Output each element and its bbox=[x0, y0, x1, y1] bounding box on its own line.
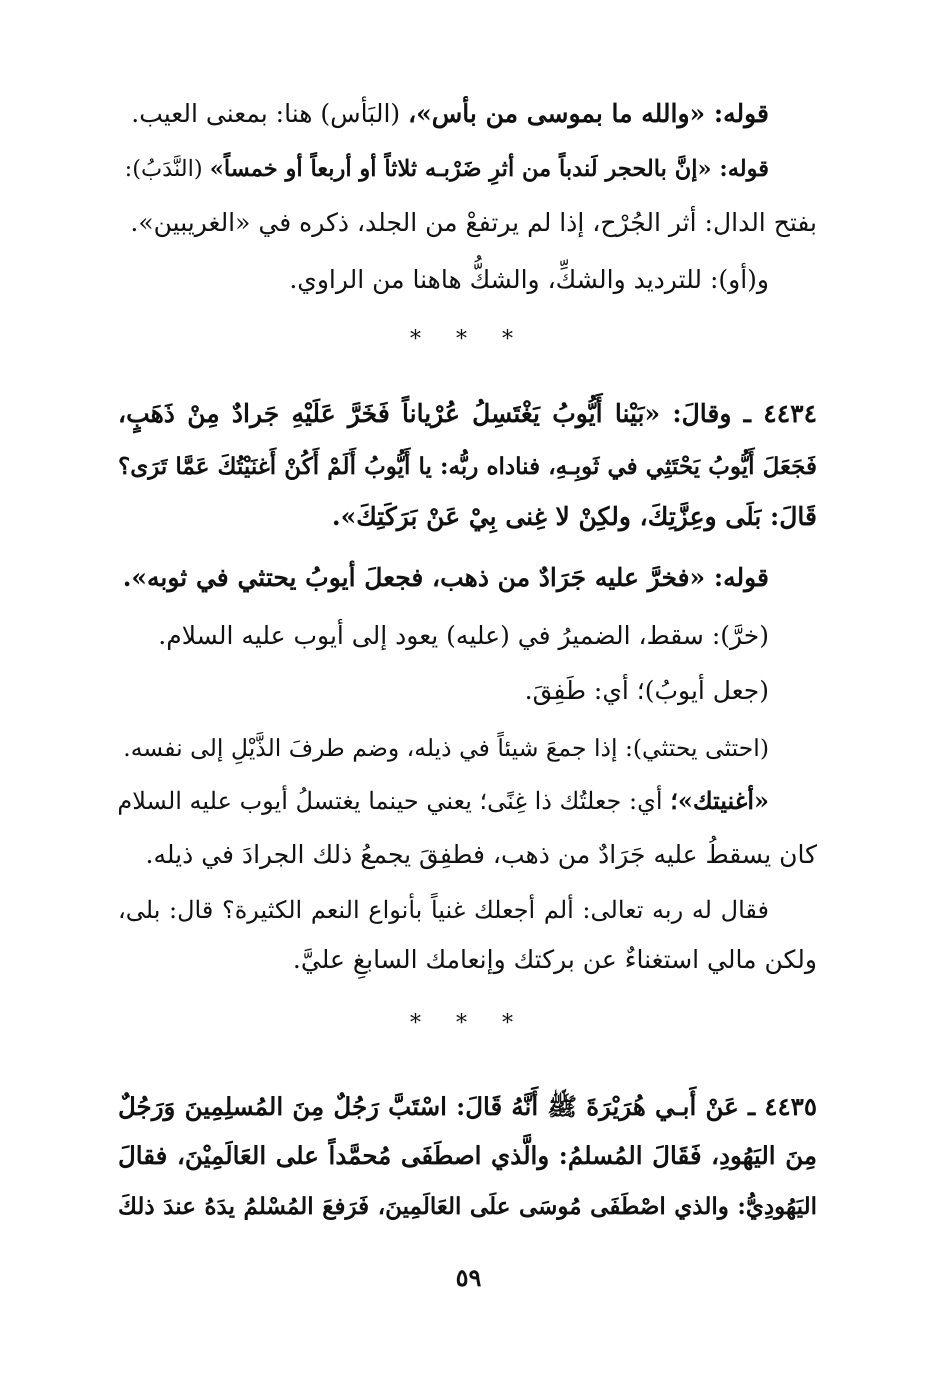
commentary-lead: «أغنيتك»؛ bbox=[670, 786, 769, 815]
commentary-lead: قوله: «فخرَّ عليه جَرَادٌ من ذهب، فجعلَ أيوبُ يحتثي في ثوبه». bbox=[122, 563, 769, 592]
hadith-line: اليَهُودِيُّ: والذي اصْطَفَى مُوسَى علَى العَالَمِينَ، فَرَفعَ المُسْلمُ يدَهُ عندَ ذلكَ bbox=[118, 1193, 817, 1220]
page-number: ٥٩ bbox=[455, 1263, 482, 1292]
commentary-text: فقال له ربه تعالى: ألم أجعلك غنياً بأنواع النعم الكثيرة؟ قال: بلى، bbox=[118, 896, 769, 924]
hadith-line: ٤٤٣٤ ـ وقالَ: «بَيْنا أَيُّوبُ يَغْتَسِلُ عُرْياناً فَخَرَّ عَلَيْهِ جَرادٌ مِنْ ذَهَبٍ، bbox=[118, 399, 817, 428]
note-line bbox=[125, 152, 769, 186]
note-text: (النَّدَبُ): bbox=[124, 156, 210, 182]
hadith-line: فَجَعَلَ أَيُّوبُ يَحْتَثِي في ثَوبِـهِ، فناداه ربُّه: يا أَيُّوبُ أَلَمْ أَكُنْ أَغنَيْتُكَ عَمَّا تَرَى؟ bbox=[118, 453, 817, 480]
note-lead: قوله: «إنَّ بالحجر لَندباً من أثرِ ضَرْبـه ثلاثاً أو أربعاً أو خمساً» bbox=[209, 156, 769, 182]
hadith-line: مِنَ اليَهُودِ، فَقَالَ المُسلمُ: والَّذي اصطَفَى مُحمَّداً على العَالَمِيْنَ، فقالَ bbox=[118, 1141, 817, 1170]
commentary-text: كان يسقطُ عليه جَرَادٌ من ذهب، فطفِقَ يجمعُ ذلك الجرادَ في ذيله. bbox=[145, 840, 817, 869]
commentary-line bbox=[118, 893, 769, 927]
commentary-text: (احتثى يحتثي): إذا جمعَ شيئاً في ذيله، وضم طرفَ الذَّيْلِ إلى نفسه. bbox=[123, 734, 769, 762]
section-separator: * * * bbox=[410, 1011, 527, 1036]
commentary-line bbox=[146, 838, 817, 872]
note-text: بفتح الدال: أثر الجُرْح، إذا لم يرتفعْ من الجلد، ذكره في «الغريبين». bbox=[130, 208, 817, 237]
note-text: و(أو): للترديد والشكِّ، والشكُّ هاهنا من الراوي. bbox=[289, 265, 769, 294]
commentary-line bbox=[525, 674, 769, 708]
commentary-line bbox=[123, 561, 769, 595]
note-line bbox=[131, 97, 769, 131]
commentary-text: (جعل أيوبُ)؛ أي: طَفِقَ. bbox=[524, 676, 769, 705]
commentary-text: ولكن مالي استغناءٌ عن بركتك وإنعامك السابغِ عليَّ. bbox=[292, 945, 817, 974]
commentary-line bbox=[293, 943, 817, 977]
commentary-text: أي: جعلتُك ذا غِنًى؛ يعني حينما يغتسلُ أيوب عليه السلام bbox=[117, 787, 671, 815]
commentary-line bbox=[158, 619, 769, 653]
commentary-line bbox=[123, 731, 769, 765]
note-lead: قوله: «والله ما بموسى من بأس»، bbox=[408, 99, 769, 128]
hadith-line: قَالَ: بَلَى وعِزَّتِكَ، ولكِنْ لا غِنى بِيْ عَنْ بَرَكَتِكَ». bbox=[331, 502, 817, 531]
note-line bbox=[289, 263, 769, 297]
commentary-text: (خرَّ): سقط، الضميرُ في (عليه) يعود إلى أيوب عليه السلام. bbox=[158, 621, 769, 650]
note-line bbox=[130, 206, 817, 240]
note-text: (البَأس) هنا: بمعنى العيب. bbox=[131, 99, 409, 128]
section-separator: * * * bbox=[410, 327, 527, 352]
commentary-line bbox=[118, 784, 769, 818]
hadith-line: ٤٤٣٥ ـ عَنْ أَبـي هُرَيْرَةَ ﷺ أَنَّهُ قَالَ: اسْتَبَّ رَجُلٌ مِنَ المُسلِمِينَ وَرَجُلٌ bbox=[118, 1092, 817, 1121]
